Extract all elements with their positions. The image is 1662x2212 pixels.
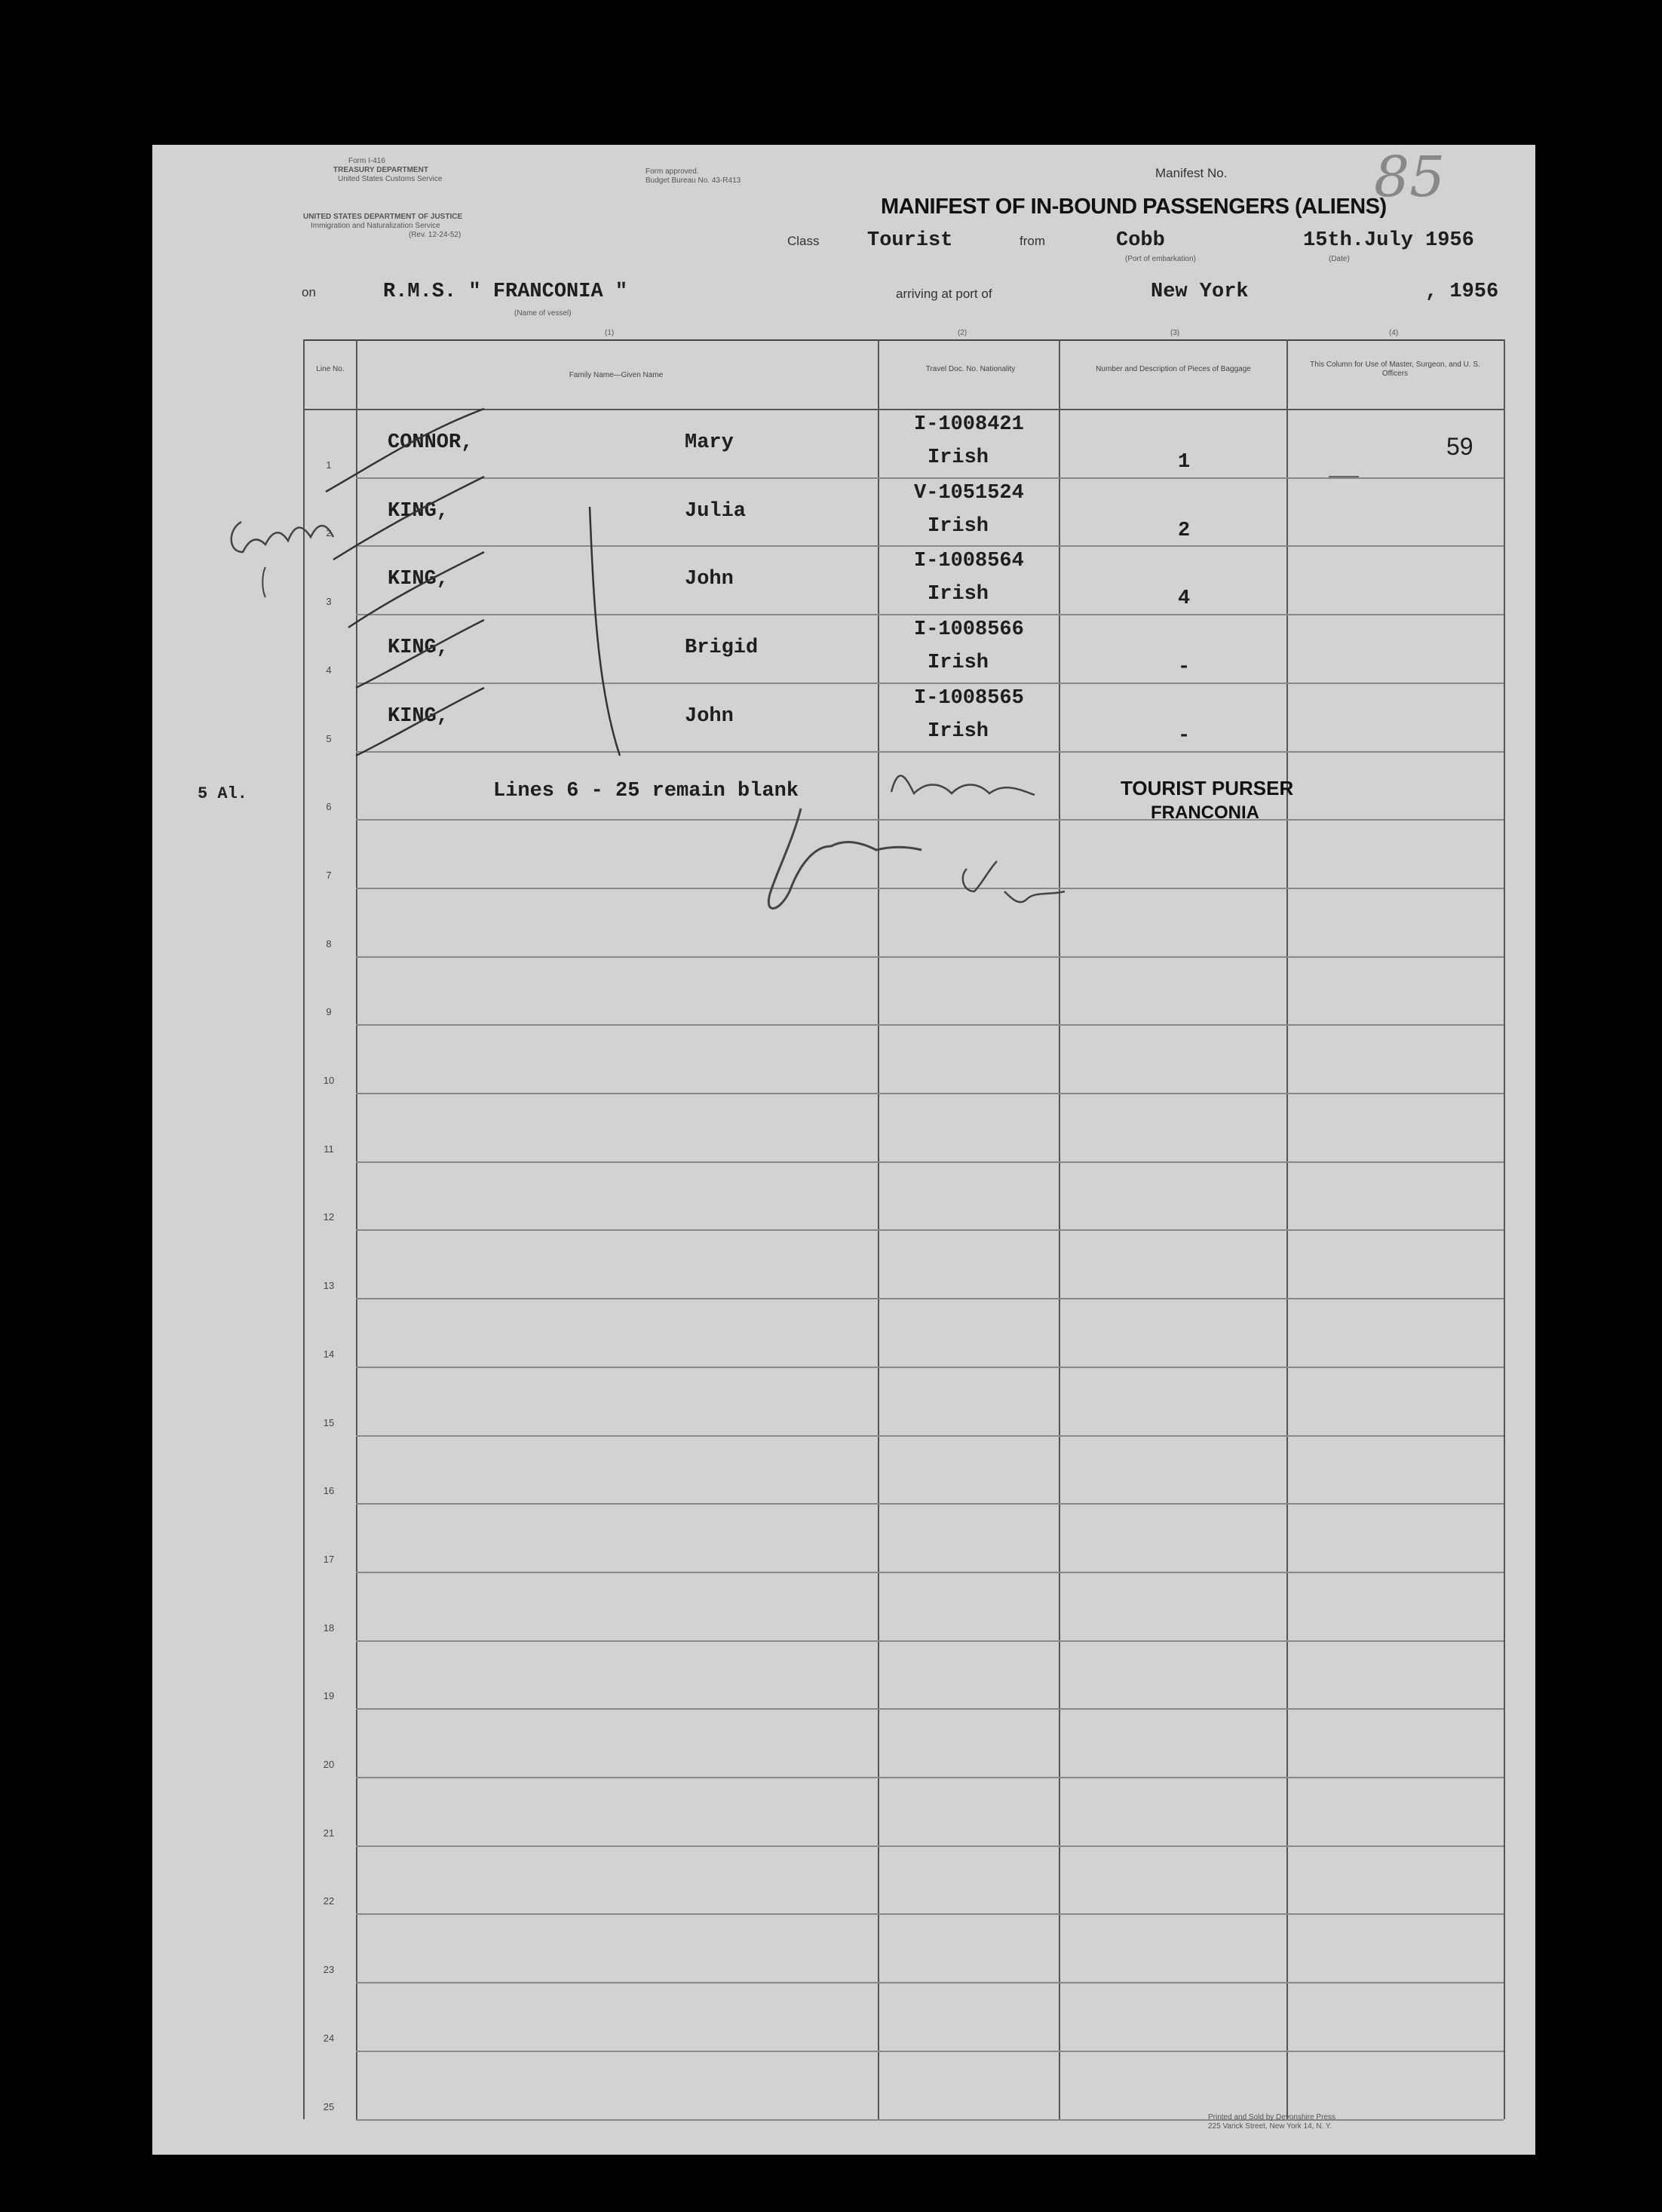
- ins-service: Immigration and Naturalization Service: [311, 222, 440, 230]
- revision: (Rev. 12-24-52): [409, 231, 461, 239]
- handwritten-signatures: [152, 145, 1535, 2155]
- given-name: John: [685, 568, 734, 591]
- line-number: 3: [326, 596, 332, 608]
- line-number: 18: [323, 1621, 335, 1634]
- purser-stamp-line1: TOURIST PURSER: [1121, 777, 1294, 799]
- nationality: Irish: [928, 446, 989, 469]
- line-number: 2: [326, 527, 332, 539]
- header-line-no: Line No.: [316, 365, 345, 373]
- travel-doc-number: I-1008566: [914, 618, 1024, 642]
- budget-bureau: Budget Bureau No. 43-R413: [645, 176, 741, 185]
- class-value: Tourist: [867, 229, 953, 252]
- officer-note: 59: [1446, 433, 1473, 460]
- travel-doc-number: I-1008564: [914, 550, 1024, 573]
- line-number: 14: [323, 1348, 335, 1360]
- line-number: 4: [326, 664, 332, 676]
- margin-note: 5 Al.: [198, 784, 248, 803]
- col-num-4: (4): [1389, 329, 1399, 337]
- manifest-number: 85: [1374, 145, 1446, 210]
- manifest-title: MANIFEST OF IN-BOUND PASSENGERS (ALIENS): [881, 195, 1387, 219]
- line-number: 24: [323, 2032, 335, 2044]
- baggage-count: -: [1178, 724, 1191, 747]
- manifest-page: [152, 145, 1535, 2155]
- baggage-count: 1: [1178, 451, 1191, 474]
- printer-address: 225 Varick Street, New York 14, N. Y.: [1208, 2122, 1332, 2131]
- header-baggage: Number and Description of Pieces of Baggage: [1096, 365, 1251, 373]
- line-number: 23: [323, 1964, 335, 1976]
- on-label: on: [302, 285, 316, 299]
- arrival-port: New York: [1151, 281, 1249, 303]
- col-num-3: (3): [1170, 329, 1180, 337]
- family-name: KING,: [388, 568, 449, 591]
- given-name: Brigid: [685, 637, 759, 660]
- header-travel-doc: Travel Doc. No. Nationality: [925, 365, 1016, 373]
- header-officers: This Column for Use of Master, Surgeon, and U. S. Officers: [1310, 360, 1480, 378]
- nationality: Irish: [928, 514, 989, 538]
- blank-lines-note: Lines 6 - 25 remain blank: [493, 780, 799, 802]
- travel-doc-number: V-1051524: [914, 481, 1024, 505]
- class-label: Class: [787, 234, 820, 248]
- form-approved: Form approved.: [645, 167, 699, 176]
- line-number: 25: [323, 2100, 335, 2112]
- header-name: Family Name—Given Name: [569, 371, 664, 379]
- family-name: CONNOR,: [388, 431, 474, 454]
- col-num-2: (2): [958, 329, 967, 337]
- travel-doc-number: I-1008421: [914, 413, 1024, 436]
- nationality: Irish: [928, 652, 989, 675]
- line-number: 19: [323, 1690, 335, 1702]
- family-name: KING,: [388, 637, 449, 660]
- line-number: 8: [326, 937, 332, 950]
- date-caption: (Date): [1329, 255, 1350, 263]
- purser-stamp-line2: FRANCONIA: [1151, 802, 1259, 823]
- embarkation-port: Cobb: [1116, 229, 1165, 252]
- baggage-count: 4: [1178, 588, 1191, 611]
- arrival-date: 15th.July 1956: [1303, 229, 1474, 252]
- line-number: 12: [323, 1211, 335, 1223]
- nationality: Irish: [928, 719, 989, 743]
- from-label: from: [1020, 234, 1045, 248]
- line-number: 10: [323, 1075, 335, 1086]
- port-caption: (Port of embarkation): [1125, 255, 1196, 263]
- line-number: 22: [323, 1895, 335, 1907]
- line-number: 21: [323, 1827, 335, 1839]
- form-number: Form I-416: [348, 157, 385, 165]
- given-name: Mary: [685, 431, 734, 454]
- customs-service: United States Customs Service: [338, 175, 443, 183]
- treasury-dept: TREASURY DEPARTMENT: [333, 166, 428, 174]
- line-number: 5: [326, 732, 332, 744]
- given-name: Julia: [685, 499, 747, 523]
- line-number: 6: [326, 801, 332, 813]
- baggage-count: -: [1178, 656, 1191, 680]
- family-name: KING,: [388, 499, 449, 523]
- line-number: 1: [326, 459, 332, 471]
- justice-dept: UNITED STATES DEPARTMENT OF JUSTICE: [303, 213, 463, 221]
- baggage-count: 2: [1178, 519, 1191, 542]
- manifest-no-label: Manifest No.: [1155, 166, 1228, 180]
- arrival-year: , 1956: [1425, 281, 1499, 303]
- line-number: 9: [326, 1006, 332, 1018]
- vessel-caption: (Name of vessel): [514, 309, 572, 318]
- line-number: 11: [324, 1143, 334, 1155]
- printer-name: Printed and Sold by Devonshire Press: [1208, 2113, 1335, 2121]
- line-number: 7: [326, 869, 332, 881]
- line-number: 16: [323, 1485, 335, 1497]
- col-num-1: (1): [605, 329, 615, 337]
- nationality: Irish: [928, 583, 989, 606]
- vessel-name: R.M.S. " FRANCONIA ": [383, 281, 628, 303]
- line-number: 15: [323, 1416, 335, 1428]
- given-name: John: [685, 704, 734, 728]
- family-name: KING,: [388, 704, 449, 728]
- line-number: 13: [323, 1280, 335, 1292]
- travel-doc-number: I-1008565: [914, 686, 1024, 710]
- line-number: 20: [323, 1759, 335, 1770]
- arriving-label: arriving at port of: [896, 287, 992, 301]
- line-number: 17: [323, 1553, 335, 1565]
